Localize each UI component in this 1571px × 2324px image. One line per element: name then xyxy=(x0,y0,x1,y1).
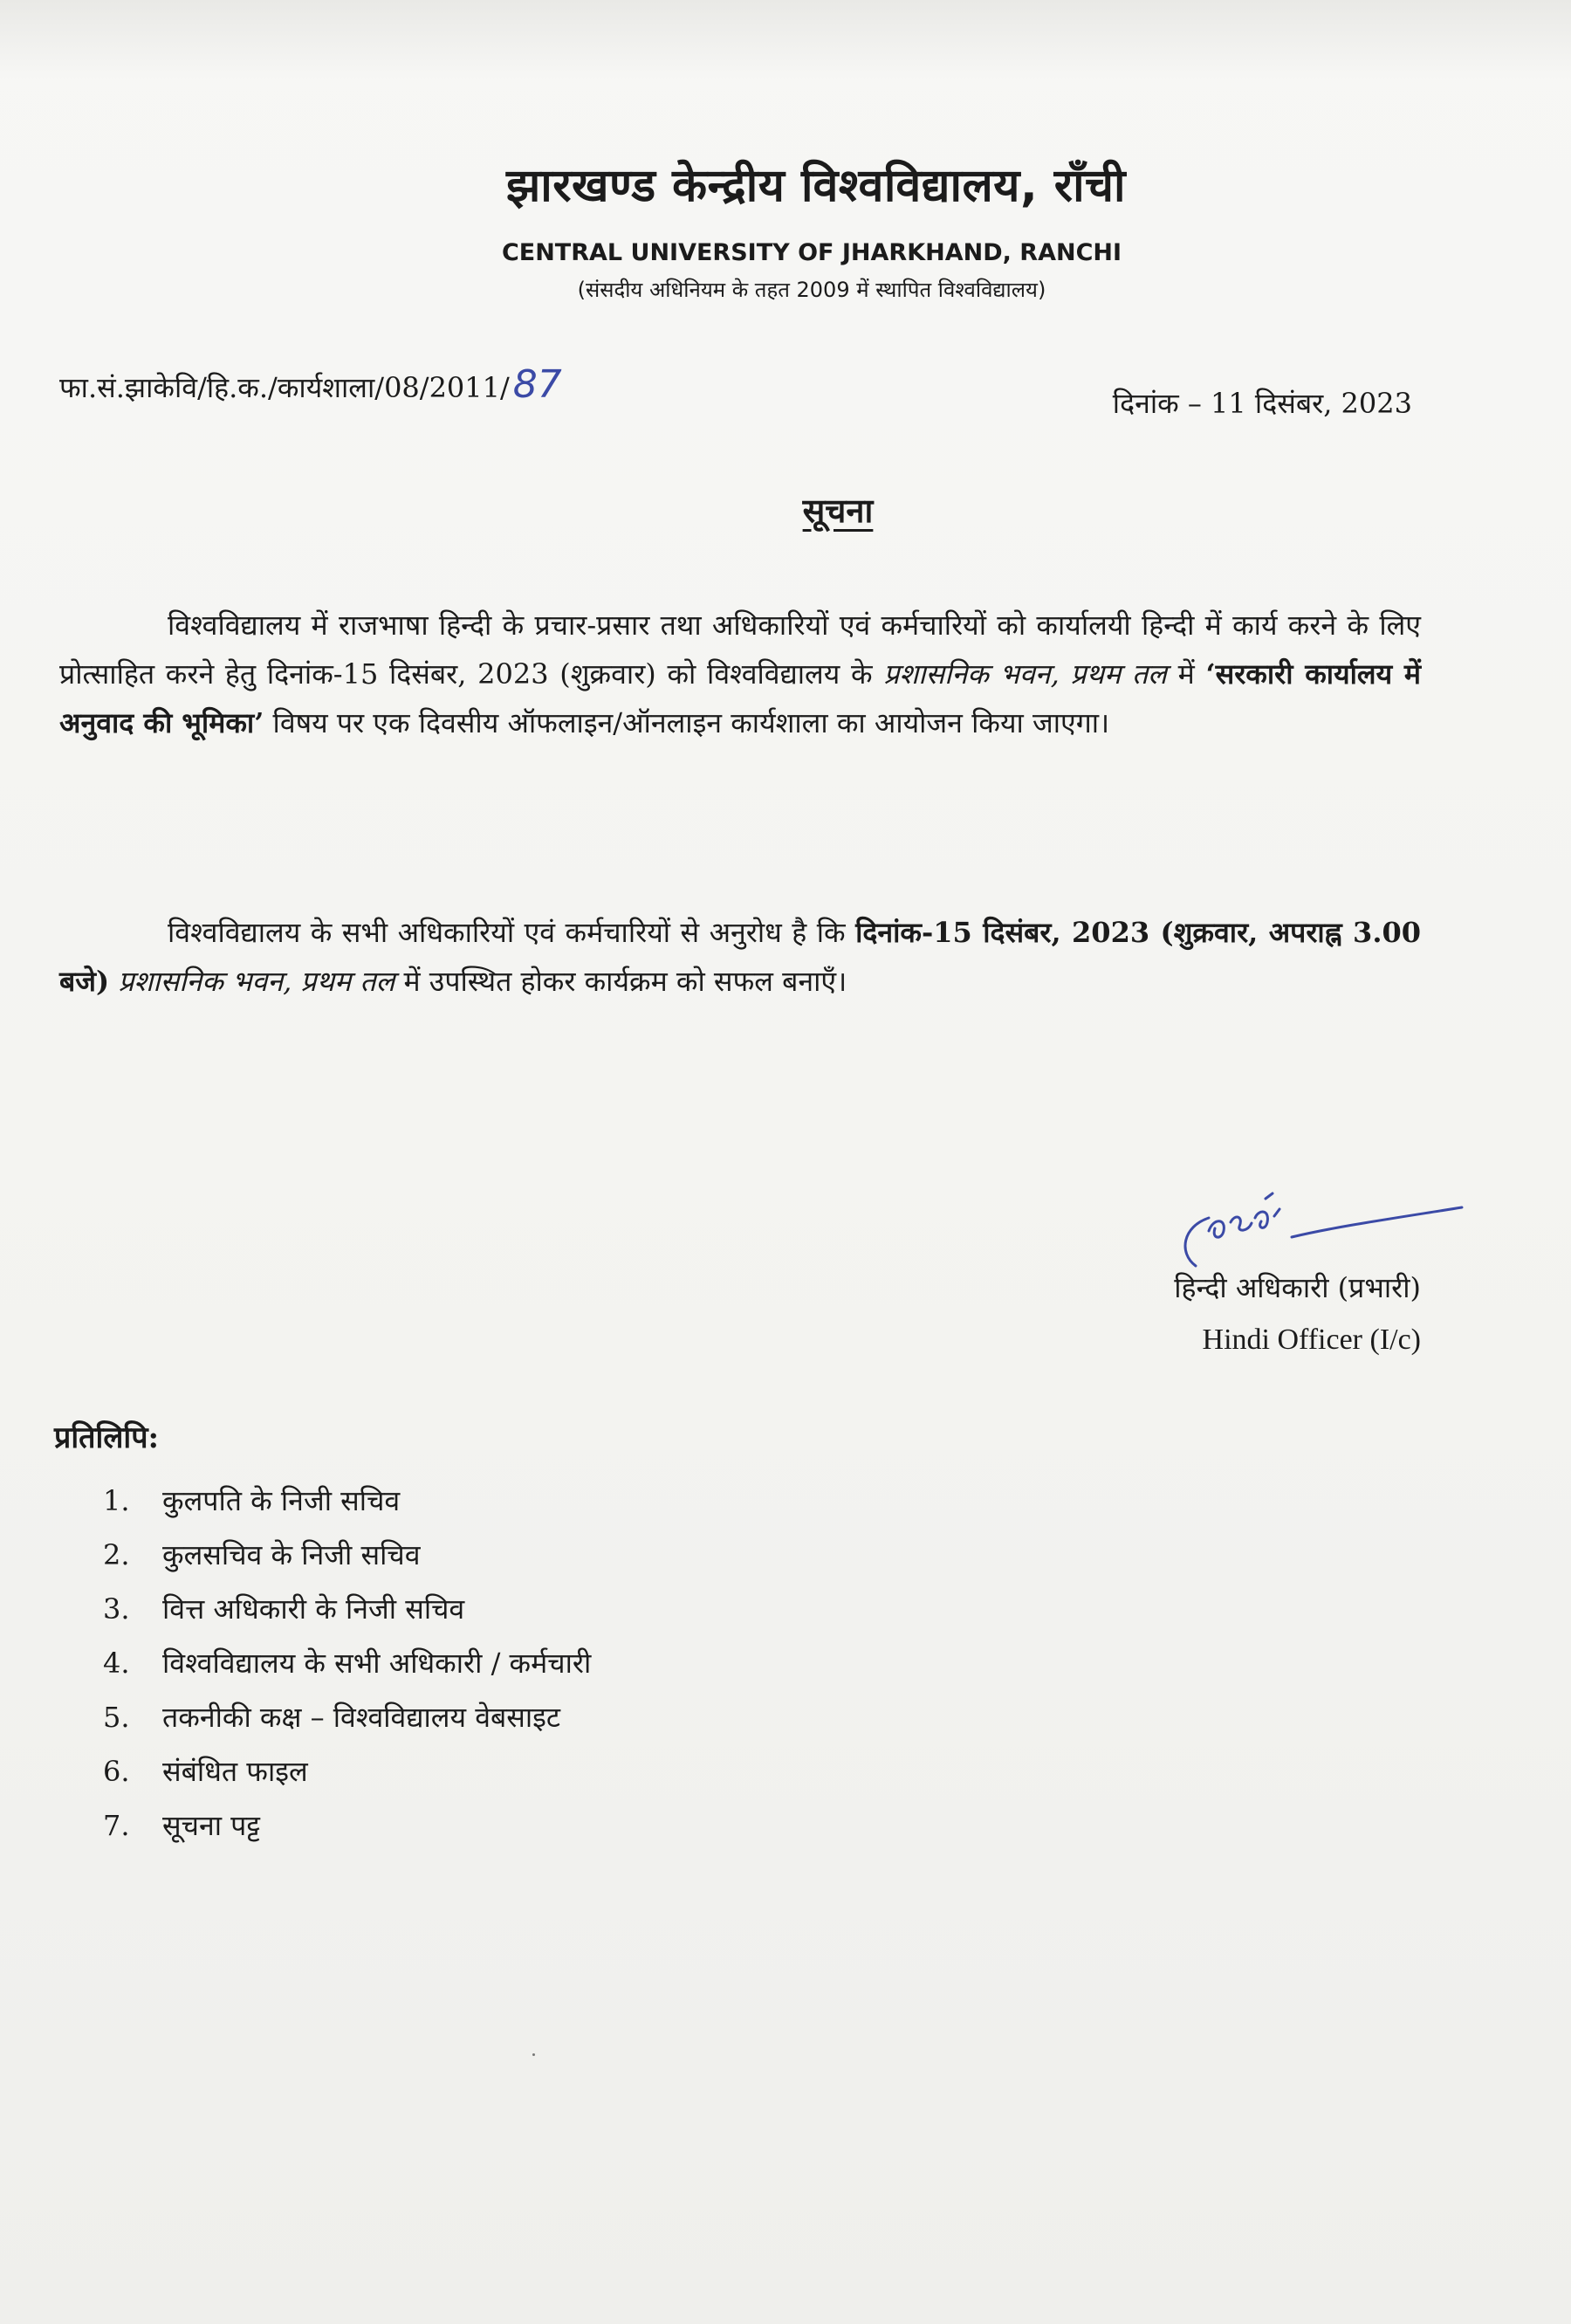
list-item-text: तकनीकी कक्ष – विश्वविद्यालय वेबसाइट xyxy=(162,1701,561,1734)
list-item xyxy=(103,1636,591,1690)
list-item-number: 2. xyxy=(103,1538,130,1571)
university-subtitle: (संसदीय अधिनियम के तहत 2009 में स्थापित विश्वविद्यालय) xyxy=(577,278,1046,302)
notice-heading: सूचना xyxy=(802,491,874,530)
list-item xyxy=(103,1690,591,1744)
event-datetime: दिनांक-15 दिसंबर, 2023 (शुक्रवार, अपराह्न 3.00 बजे) xyxy=(59,916,1421,998)
list-item-number: 1. xyxy=(103,1484,130,1517)
list-item-text: संबंधित फाइल xyxy=(162,1755,308,1788)
university-name-hindi: झारखण्ड केन्द्रीय विश्वविद्यालय, राँची xyxy=(505,160,1127,212)
handwritten-reference-number: 87 xyxy=(512,362,562,407)
list-item-number: 5. xyxy=(103,1701,130,1734)
list-item xyxy=(103,1528,591,1582)
scan-speck xyxy=(532,2053,535,2056)
copy-to-heading: प्रतिलिपि: xyxy=(54,1420,160,1455)
signatory-title-hindi: हिन्दी अधिकारी (प्रभारी) xyxy=(1174,1271,1421,1304)
paragraph-2-part-1: विश्वविद्यालय के सभी अधिकारियों एवं कर्मचारियों से अनुरोध है कि xyxy=(168,916,856,949)
list-item-number: 6. xyxy=(103,1755,130,1788)
university-name-english: CENTRAL UNIVERSITY OF JHARKHAND, RANCHI xyxy=(501,239,1122,266)
workshop-topic: ‘सरकारी कार्यालय में अनुवाद की भूमिका’ xyxy=(59,657,1421,739)
letterhead xyxy=(0,153,1571,304)
paragraph-1-part-2: में xyxy=(1166,657,1206,691)
list-item xyxy=(103,1474,591,1528)
paragraph-2-venue: प्रशासनिक भवन, प्रथम तल xyxy=(109,965,404,998)
notice-paragraph-2 xyxy=(59,908,1421,1006)
letter-date: दिनांक – 11 दिसंबर, 2023 xyxy=(1112,387,1412,420)
list-item-text: वित्त अधिकारी के निजी सचिव xyxy=(162,1592,465,1626)
list-item xyxy=(103,1798,591,1853)
list-item-number: 7. xyxy=(103,1809,130,1842)
reference-number xyxy=(59,362,562,407)
paragraph-2-part-2: में उपस्थित होकर कार्यक्रम को सफल बनाएँ। xyxy=(403,965,847,998)
list-item-text: विश्वविद्यालय के सभी अधिकारी / कर्मचारी xyxy=(162,1647,592,1680)
scan-shadow xyxy=(0,0,1571,79)
notice-paragraph-1 xyxy=(59,601,1421,747)
list-item-number: 4. xyxy=(103,1647,130,1680)
list-item-text: सूचना पट्ट xyxy=(162,1809,260,1842)
list-item-text: कुलपति के निजी सचिव xyxy=(162,1484,401,1517)
signatory-block xyxy=(1174,1174,1421,1357)
paragraph-1-part-3: विषय पर एक दिवसीय ऑफलाइन/ऑनलाइन कार्यशाला का आयोजन किया जाएगा। xyxy=(264,706,1110,739)
list-item-text: कुलसचिव के निजी सचिव xyxy=(162,1538,421,1571)
copy-to-list xyxy=(103,1474,591,1853)
list-item xyxy=(103,1582,591,1636)
reference-number-text: फा.सं.झाकेवि/हि.क./कार्यशाला/08/2011/ xyxy=(59,371,510,404)
list-item xyxy=(103,1744,591,1798)
paragraph-1-part-1: विश्वविद्यालय में राजभाषा हिन्दी के प्रचार-प्रसार तथा अधिकारियों एवं कर्मचारियों को कार्यालयी हिन्दी में कार्य करने के लिए प्रोत्साहित करने हेतु दिनांक-15 दिसंबर, 2023 (शुक्रवार) को विश्वविद्यालय के xyxy=(59,609,1421,691)
paragraph-1-venue: प्रशासनिक भवन, प्रथम तल xyxy=(883,657,1167,691)
list-item-number: 3. xyxy=(103,1592,130,1626)
signatory-title-english: Hindi Officer (I/c) xyxy=(1202,1324,1421,1356)
